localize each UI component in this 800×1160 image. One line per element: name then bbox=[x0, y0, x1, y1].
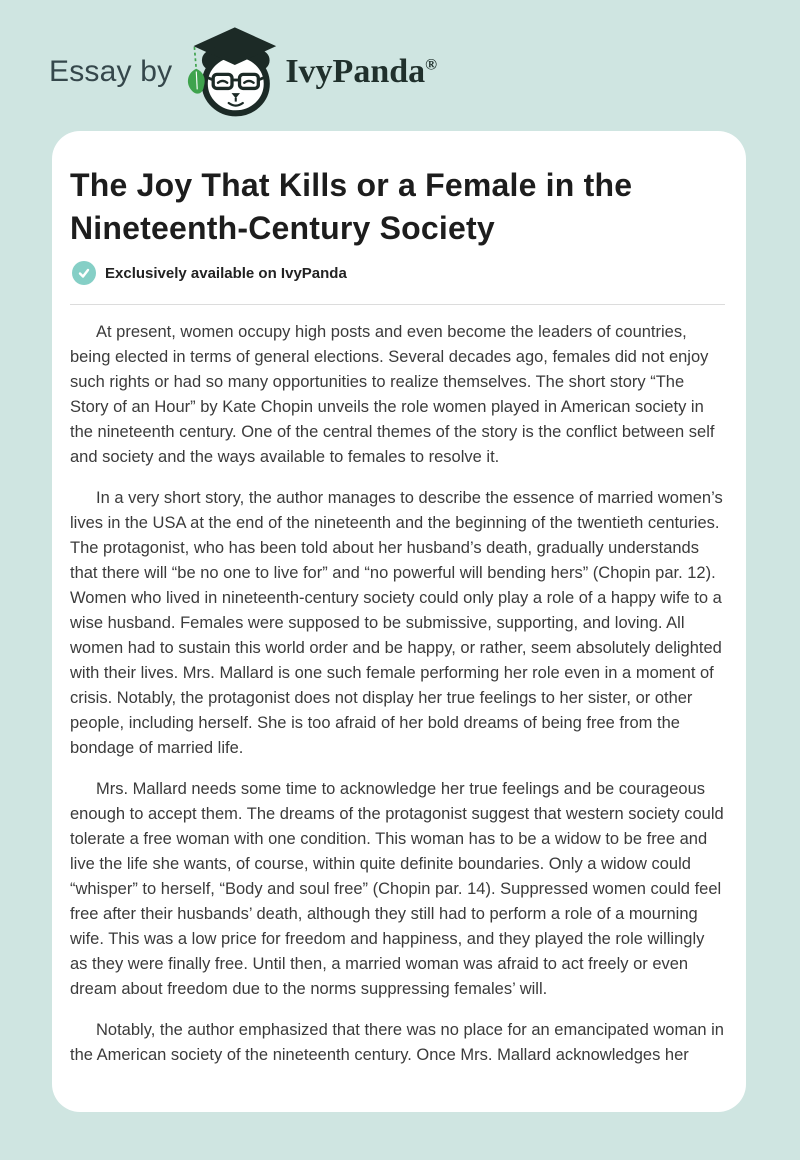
registered-trademark: ® bbox=[425, 56, 438, 74]
check-icon bbox=[72, 261, 96, 285]
exclusive-note-label: Exclusively available on IvyPanda bbox=[105, 264, 347, 282]
essay-paragraph: Notably, the author emphasized that there was no place for an emancipated woman in the American society of the nineteenth century. Once Mrs. Mallard acknowledges her bbox=[70, 1021, 724, 1064]
essay-paragraph: In a very short story, the author manages to describe the essence of married women’s lives in the USA at the end of the nineteenth and the beginning of the twentieth centuries. The protagonist, who has been told about her husband’s death, gradually understands that there will “be no one to live for” and “no powerful will bending hers” (Chopin par. 12). Women who lived in nineteenth-century society could only play a role of a happy wife to a wise husband. Females were supposed to be submissive, supporting, and loving. All women had to sustain this world order and be happy, or rather, seem absolutely delighted with their lives. Mrs. Mallard is one such female performing her role even in a moment of crisis. Notably, the protagonist does not display her true feelings to her sister, or other people, including herself. She is too afraid of her bold dreams of being free from the bondage of married life. bbox=[70, 489, 723, 757]
brand-wordmark: IvyPanda® bbox=[285, 53, 438, 90]
panda-graduate-icon bbox=[185, 27, 279, 117]
essay-paragraph: At present, women occupy high posts and even become the leaders of countries, being elected in terms of general elections. Several decades ago, females did not enjoy such rights or had so many opportunities to realize themselves. The short story “The Story of an Hour” by Kate Chopin unveils the role women played in American society in the nineteenth century. One of the central themes of the story is the conflict between self and society and the ways available to females to resolve it. bbox=[70, 323, 715, 466]
essay-by-label: Essay by bbox=[49, 55, 173, 88]
header bbox=[49, 26, 437, 118]
essay-body bbox=[70, 320, 725, 1068]
divider bbox=[70, 304, 725, 305]
essay-card bbox=[52, 131, 746, 1112]
page-title: The Joy That Kills or a Female in the Nineteenth-Century Society bbox=[70, 167, 633, 246]
exclusive-note-row bbox=[72, 261, 725, 285]
essay-paragraph: Mrs. Mallard needs some time to acknowledge her true feelings and be courageous enough to accept them. The dreams of the protagonist suggest that western society could tolerate a free woman with one condition. This woman has to be a widow to be free and live the life she wants, of course, within quite definite boundaries. Only a widow could “whisper” to herself, “Body and soul free” (Chopin par. 14). Suppressed women could feel free after their husbands’ death, although they still had to perform a role of a mourning wife. This was a low price for freedom and happiness, and they played the role willingly as they were finally free. Until then, a married woman was afraid to act freely or even dream about freedom due to the norms suppressing females’ will. bbox=[70, 780, 724, 998]
